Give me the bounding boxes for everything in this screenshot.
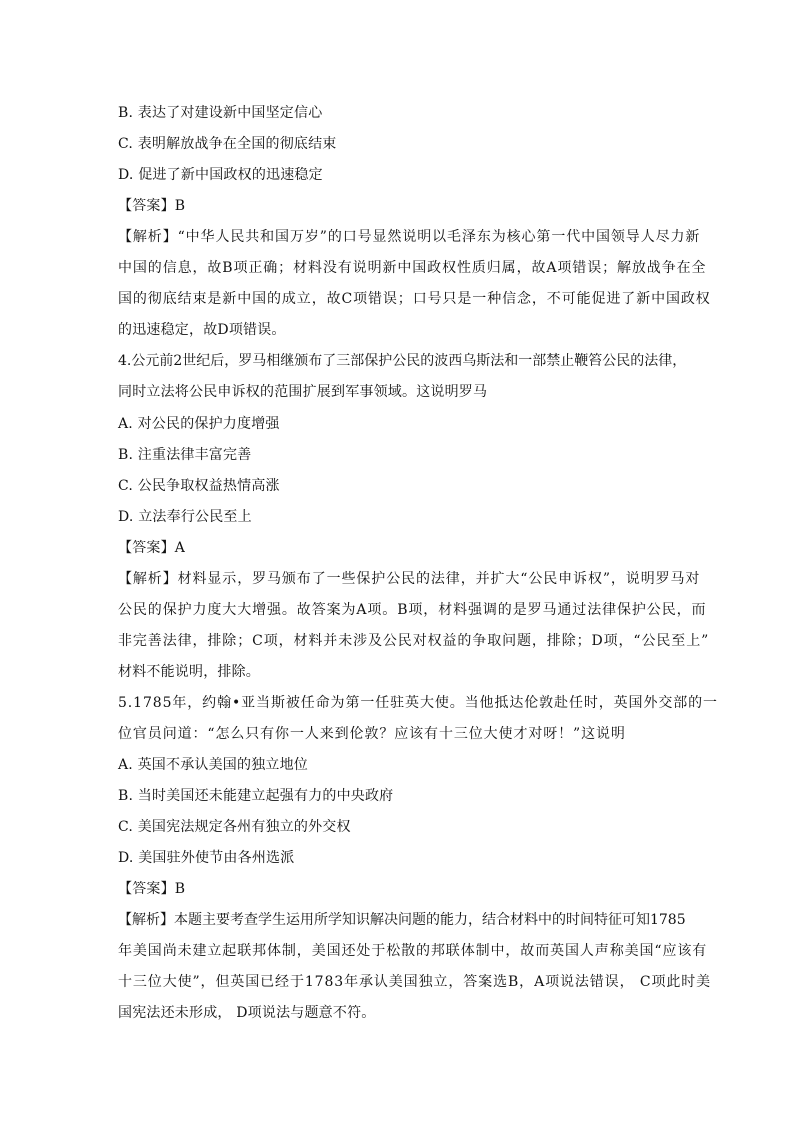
analysis-q3-line3: 国的彻底结束是新中国的成立，故C项错误；口号只是一种信念，不可能促进了新中国政权 xyxy=(118,291,711,307)
question-4-line2: 同时立法将公民申诉权的范围扩展到军事领域。这说明罗马 xyxy=(118,384,488,400)
analysis-q5-line2: 年美国尚未建立起联邦体制，美国还处于松散的邦联体制中，故而英国人声称美国“应该有 xyxy=(118,943,708,959)
analysis-q4-line1: 【解析】材料显示，罗马颁布了一些保护公民的法律，并扩大“公民申诉权”，说明罗马对 xyxy=(118,571,701,587)
option-c-q3: C. 表明解放战争在全国的彻底结束 xyxy=(118,136,337,152)
analysis-q4-line3: 非完善法律，排除；C项，材料并未涉及公民对权益的争取问题，排除；D项，“公民至上” xyxy=(118,633,710,649)
analysis-q4-line2: 公民的保护力度大大增强。故答案为A项。B项，材料强调的是罗马通过法律保护公民，而 xyxy=(118,602,707,618)
answer-q5: 【答案】B xyxy=(118,881,186,897)
analysis-q5-line1: 【解析】本题主要考查学生运用所学知识解决问题的能力，结合材料中的时间特征可知1785 xyxy=(118,912,686,928)
option-a-q4: A. 对公民的保护力度增强 xyxy=(118,416,280,432)
analysis-q3-line2: 中国的信息，故B项正确；材料没有说明新中国政权性质归属，故A项错误；解放战争在全 xyxy=(118,260,707,276)
option-a-q5: A. 英国不承认美国的独立地位 xyxy=(118,757,309,773)
question-5-line2: 位官员问道：“怎么只有你一人来到伦敦？应该有十三位大使才对呀！”这说明 xyxy=(118,726,626,742)
answer-q3: 【答案】B xyxy=(118,198,186,214)
answer-q4: 【答案】A xyxy=(118,540,186,556)
option-b-q4: B. 注重法律丰富完善 xyxy=(118,447,252,463)
analysis-q5-line3: 十三位大使”，但英国已经于1783年承认美国独立，答案选B，A项说法错误， C项此时美 xyxy=(118,974,712,990)
option-b-q3: B. 表达了对建设新中国坚定信心 xyxy=(118,105,323,121)
analysis-q3-line4: 的迅速稳定，故D项错误。 xyxy=(118,322,286,338)
analysis-q3-line1: 【解析】“中华人民共和国万岁”的口号显然说明以毛泽东为核心第一代中国领导人尽力新 xyxy=(118,229,701,245)
question-4-line1: 4.公元前2世纪后，罗马相继颁布了三部保护公民的波西乌斯法和一部禁止鞭笞公民的法律， xyxy=(118,353,687,369)
analysis-q5-line4: 国宪法还未形成， D项说法与题意不符。 xyxy=(118,1005,376,1021)
option-d-q3: D. 促进了新中国政权的迅速稳定 xyxy=(118,167,323,183)
option-c-q4: C. 公民争取权益热情高涨 xyxy=(118,478,280,494)
question-5-line1: 5.1785年，约翰•亚当斯被任命为第一任驻英大使。当他抵达伦敦赴任时，英国外交部的一 xyxy=(118,695,718,711)
analysis-q4-line4: 材料不能说明，排除。 xyxy=(118,664,260,680)
option-d-q5: D. 美国驻外使节由各州选派 xyxy=(118,850,295,866)
option-d-q4: D. 立法奉行公民至上 xyxy=(118,509,252,525)
option-c-q5: C. 美国宪法规定各州有独立的外交权 xyxy=(118,819,351,835)
option-b-q5: B. 当时美国还未能建立起强有力的中央政府 xyxy=(118,788,394,804)
